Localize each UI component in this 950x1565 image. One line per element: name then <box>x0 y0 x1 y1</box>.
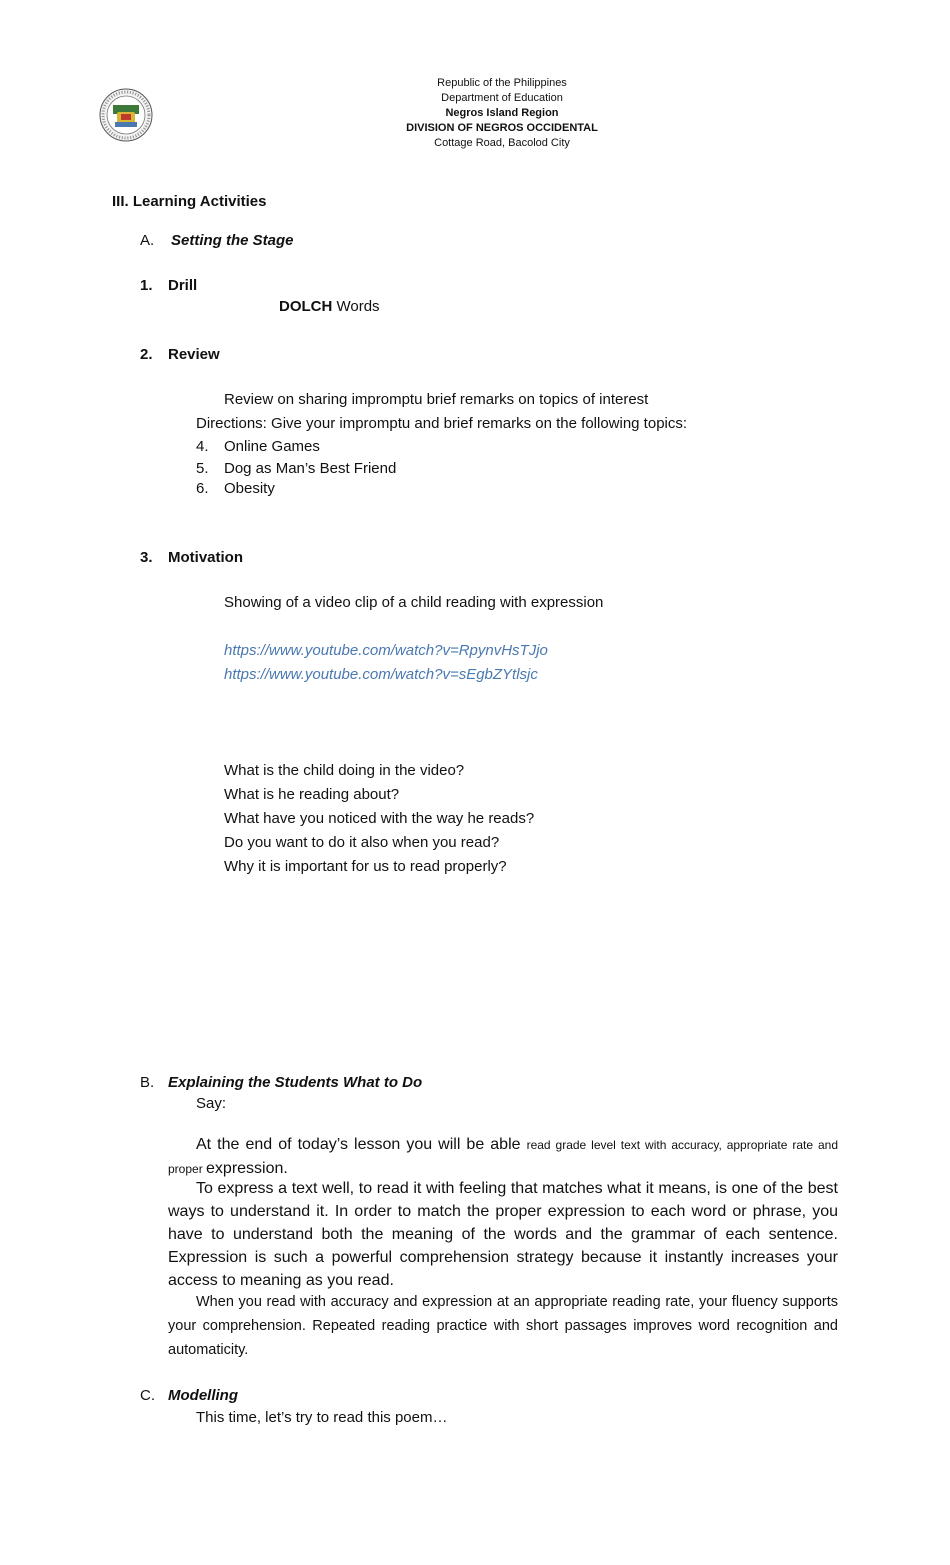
list-text: Obesity <box>224 480 275 497</box>
list-item <box>196 460 396 477</box>
document-header <box>352 76 652 151</box>
list-number: 5. <box>196 460 209 477</box>
part-a-title: Setting the Stage <box>171 232 294 249</box>
question-item: Do you want to do it also when you read? <box>224 834 500 851</box>
review-number: 2. <box>140 346 153 363</box>
list-number: 4. <box>196 438 209 455</box>
list-text: Online Games <box>224 438 320 455</box>
question-item: What is the child doing in the video? <box>224 762 465 779</box>
question-item: What is he reading about? <box>224 786 400 803</box>
question-item: What have you noticed with the way he reads? <box>224 810 535 827</box>
review-directions: Directions: Give your impromptu and brief remarks on the following topics: <box>196 415 688 432</box>
fluency-paragraph: When you read with accuracy and expression at an appropriate reading rate, your fluency supports your comprehension. Repeated reading practice with short passages improves word recognition and automaticity. <box>168 1294 838 1358</box>
part-c-title: Modelling <box>168 1387 238 1404</box>
list-item <box>196 480 275 497</box>
objective-intro: At the end of today’s lesson you will be able <box>196 1136 527 1153</box>
drill-number: 1. <box>140 277 153 294</box>
motivation-intro: Showing of a video clip of a child reading with expression <box>224 594 604 611</box>
section-title: III. Learning Activities <box>112 193 267 210</box>
review-title: Review <box>168 346 220 363</box>
say-label: Say: <box>196 1095 227 1112</box>
list-text: Dog as Man’s Best Friend <box>224 460 397 477</box>
dolch-bold: DOLCH <box>279 298 333 315</box>
seal-icon <box>99 88 153 142</box>
part-b-title: Explaining the Students What to Do <box>168 1074 423 1091</box>
header-address: Cottage Road, Bacolod City <box>434 137 570 149</box>
part-c-letter: C. <box>140 1387 155 1404</box>
objective-paragraph <box>168 1133 838 1181</box>
header-department: Department of Education <box>441 92 563 104</box>
part-a-letter: A. <box>140 232 155 249</box>
question-item: Why it is important for us to read properly? <box>224 858 507 875</box>
dolch-words <box>279 298 380 315</box>
drill-title: Drill <box>168 277 198 294</box>
motivation-number: 3. <box>140 549 153 566</box>
division-seal <box>99 88 153 142</box>
video-link-1[interactable]: https://www.youtube.com/watch?v=RpynvHsTJjo <box>224 642 548 659</box>
motivation-title: Motivation <box>168 549 243 566</box>
header-division: DIVISION OF NEGROS OCCIDENTAL <box>406 122 598 134</box>
header-region: Negros Island Region <box>445 107 559 119</box>
video-link-2[interactable]: https://www.youtube.com/watch?v=sEgbZYtlsjc <box>224 666 538 683</box>
list-item <box>196 438 320 455</box>
modelling-text: This time, let’s try to read this poem… <box>196 1409 448 1426</box>
list-number: 6. <box>196 480 209 497</box>
part-b-letter: B. <box>140 1074 155 1091</box>
header-republic: Republic of the Philippines <box>437 77 567 89</box>
expression-paragraph: To express a text well, to read it with feeling that matches what it means, is one of the best ways to understand it. In order to match the proper expression to each word or phrase, you have to understand both the meaning of the words and the grammar of each sentence. Expression is such a powerful comprehension strategy because it instantly increases your access to meaning as you read. <box>168 1180 838 1289</box>
dolch-rest: Words <box>332 298 380 315</box>
objective-end: expression. <box>206 1160 288 1177</box>
review-intro: Review on sharing impromptu brief remarks on topics of interest <box>224 391 649 408</box>
objective-detail: read grade level text with accuracy, appropriate rate and proper <box>168 1138 838 1176</box>
